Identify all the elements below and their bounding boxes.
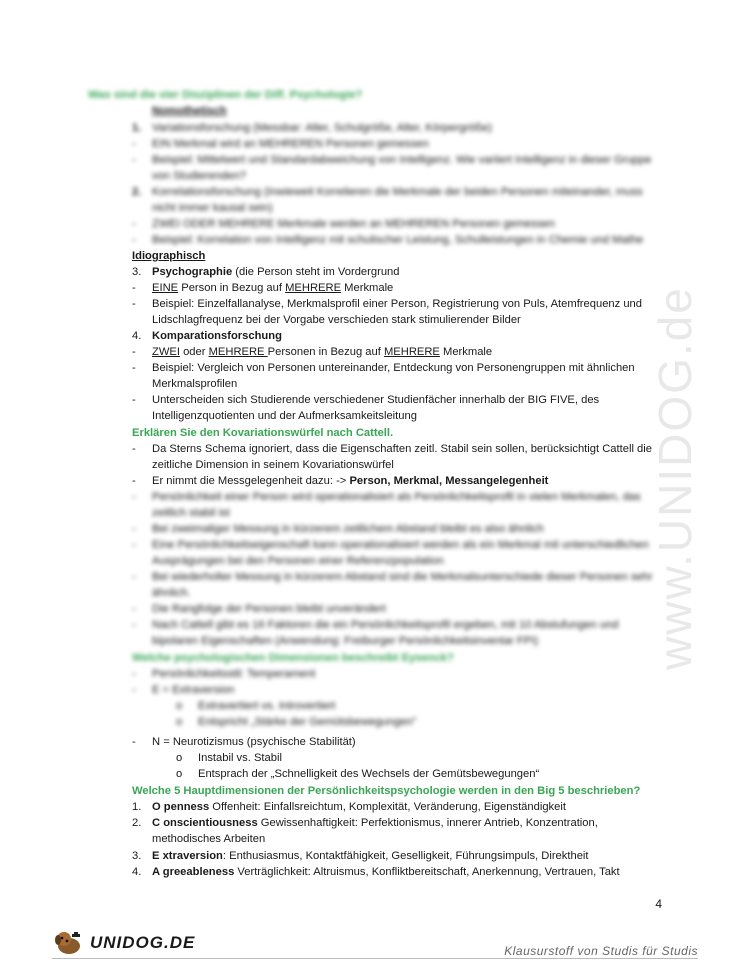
- big5-item-openness: [152, 799, 566, 815]
- list-item-cont: Intelligenzquotienten und der Aufmerksamkeitsleitung: [152, 410, 417, 422]
- list-item: EIN Merkmal wird an MEHREREN Personen gemessen: [152, 138, 429, 150]
- list-item-psychographie: [152, 264, 399, 280]
- bullet-dash: -: [132, 491, 136, 503]
- bullet-dash: -: [132, 619, 136, 631]
- term-desc: : Enthusiasmus, Kontaktfähigkeit, Geselligkeit, Führungsimpuls, Direktheit: [222, 850, 589, 862]
- text: oder: [179, 346, 209, 358]
- text: Person in Bezug auf: [178, 282, 286, 294]
- list-number: 4.: [132, 866, 142, 878]
- list-item: Beispiel: Mittelwert und Standardabweichung von Intelligenz. Wie variiert Intelligenz in dieser Gruppe: [152, 154, 652, 166]
- text: Er nimmt die Messgelegenheit dazu: ->: [152, 475, 350, 487]
- heading-nomothetisch: Nomothetisch: [152, 105, 227, 117]
- list-item: Bei zweimaliger Messung in kürzerem zeitlichem Abstand bleibt es also ähnlich: [152, 523, 544, 535]
- footer-slogan: Klausurstoff von Studis für Studis: [504, 944, 698, 958]
- list-number: 2.: [132, 817, 142, 829]
- bold-term: C onscientiousness: [152, 817, 258, 829]
- list-item: N = Neurotizismus (psychische Stabilität): [152, 736, 356, 748]
- big5-item-agreeableness: [152, 864, 620, 880]
- bullet-dash: -: [132, 603, 136, 615]
- list-number: 3.: [132, 850, 142, 862]
- underlined-term: MEHRERE: [383, 346, 440, 358]
- list-item: Persönlichkeitsstil: Temperament: [152, 668, 316, 680]
- term-bold: Psychographie: [152, 266, 233, 278]
- bullet-dash: -: [132, 218, 136, 230]
- list-item: [152, 473, 548, 489]
- list-item: Variationsforschung (Messbar: Alter, Schulgröße, Alter, Körpergröße): [152, 122, 492, 134]
- term-desc: Offenheit: Einfallsreichtum, Komplexität, Veränderung, Eigenständigkeit: [209, 801, 566, 813]
- big5-item-conscientiousness: [152, 815, 598, 831]
- list-item-cont: zeitlich stabil ist: [152, 507, 230, 519]
- term-desc: Verträglichkeit: Altruismus, Konfliktbereitschaft, Anerkennung, Vertrauen, Takt: [234, 866, 620, 878]
- list-item-cont: nicht immer kausal sein): [152, 202, 273, 214]
- sub-list-item: Extravertiert vs. Introvertiert: [198, 700, 336, 712]
- bullet-dash: -: [132, 394, 136, 406]
- bullet-dash: -: [132, 346, 136, 358]
- list-item-cont: bipolaren Eigenschaften (Anwendung: Freiburger Persönlichkeitsinventar FPI): [152, 635, 539, 647]
- text: Personen in Bezug auf: [267, 346, 384, 358]
- list-item: Beispiel: Korrelation von Intelligenz mit schulischer Leistung, Schulleistungen in Chemie und Mathe: [152, 234, 644, 246]
- underlined-term: MEHRERE: [285, 282, 342, 294]
- list-item: Die Rangfolge der Personen bleibt unverändert: [152, 603, 386, 615]
- list-item-cont: Lidschlagfrequenz bei der Vorgabe verschieden stark stimulierender Bilder: [152, 314, 521, 326]
- bullet-dash: -: [132, 154, 136, 166]
- list-item-cont: von Studierenden?: [152, 170, 246, 182]
- list-item: [152, 280, 393, 296]
- bullet-dash: -: [132, 362, 136, 374]
- bullet-dash: -: [132, 282, 136, 294]
- bullet-dash: -: [132, 684, 136, 696]
- list-number: 1.: [132, 122, 142, 134]
- bullet-circle: o: [176, 700, 183, 712]
- footer-divider: [52, 958, 698, 959]
- list-item-komparationsforschung: Komparationsforschung: [152, 330, 282, 342]
- underlined-term: ZWEI: [152, 346, 180, 358]
- list-item: Beispiel: Vergleich von Personen untereinander, Entdeckung von Personengruppen mit ähnlichen: [152, 362, 635, 374]
- bold-term: A greeableness: [152, 866, 235, 878]
- big5-item-extraversion: [152, 848, 589, 864]
- list-item-cont: ähnlich.: [152, 587, 191, 599]
- list-item: ZWEI ODER MEHRERE Merkmale werden an MEHREREN Personen gemessen: [152, 218, 555, 230]
- bold-term: E xtraversion: [152, 850, 223, 862]
- list-item-cont: zeitliche Dimension in seinem Kovariationswürfel: [152, 459, 394, 471]
- bullet-dash: -: [132, 138, 136, 150]
- list-number: 1.: [132, 801, 142, 813]
- bullet-dash: -: [132, 539, 136, 551]
- bold-term: O penness: [152, 801, 210, 813]
- question-big5: Welche 5 Hauptdimensionen der Persönlichkeitspsychologie werden in den Big 5 beschrieben?: [132, 785, 641, 797]
- text: Merkmale: [439, 346, 493, 358]
- footer-logo: [52, 930, 195, 956]
- bullet-dash: -: [132, 736, 136, 748]
- term-desc: Gewissenhaftigkeit: Perfektionismus, innerer Antrieb, Konzentration,: [257, 817, 598, 829]
- list-item: Nach Cattell gibt es 16 Faktoren die ein Persönlichkeitsprofil ergeben, mit 10 Abstufungen und: [152, 619, 619, 631]
- bullet-dash: -: [132, 298, 136, 310]
- sub-list-item: Entspricht „Stärke der Gemütsbewegungen": [198, 716, 417, 728]
- list-item: Beispiel: Einzelfallanalyse, Merkmalsprofil einer Person, Registrierung von Puls, Atemfrequenz und: [152, 298, 643, 310]
- list-number: 4.: [132, 330, 142, 342]
- bullet-circle: o: [176, 752, 183, 764]
- bullet-dash: -: [132, 234, 136, 246]
- sub-list-item: Entsprach der „Schnelligkeit des Wechsels der Gemütsbewegungen“: [198, 768, 540, 780]
- list-item: Bei wiederholter Messung in kürzerem Abstand sind die Merkmalsunterschiede dieser Personen sehr: [152, 571, 653, 583]
- list-item-cont: Ausprägungen bei den Personen einer Referenzpopulation: [152, 555, 444, 567]
- list-item: [152, 344, 492, 360]
- heading-idiographisch: Idiographisch: [132, 250, 206, 262]
- list-number: 2.: [132, 186, 142, 198]
- dog-mascot-icon: [52, 930, 86, 956]
- question-cattell: Erklären Sie den Kovariationswürfel nach Cattell.: [132, 427, 394, 439]
- list-item: Da Sterns Schema ignoriert, dass die Eigenschaften zeitl. Stabil sein sollen, berücksichtigt Cattell die: [152, 443, 652, 455]
- bullet-dash: -: [132, 668, 136, 680]
- bullet-dash: -: [132, 571, 136, 583]
- bullet-circle: o: [176, 716, 183, 728]
- underlined-term: MEHRERE: [208, 346, 268, 358]
- sub-list-item: Instabil vs. Stabil: [198, 752, 282, 764]
- list-item: Eine Persönlichkeitseigenschaft kann operationalisiert werden als ein Merkmal mit unterschiedlichen: [152, 539, 649, 551]
- page-number: 4: [655, 897, 662, 911]
- list-item: Persönlichkeit einer Person wird operationalisiert als Persönlichkeitsprofil in vielen Merkmalen, das: [152, 491, 641, 503]
- bold-term: Person, Merkmal, Messangelegenheit: [349, 475, 549, 487]
- list-item-cont: methodisches Arbeiten: [152, 833, 266, 845]
- brand-name: UNIDOG.DE: [90, 933, 196, 952]
- text: Merkmale: [341, 282, 394, 294]
- term-desc: (die Person steht im Vordergrund: [232, 266, 400, 278]
- list-item: E = Extraversion: [152, 684, 235, 696]
- list-item: Unterscheiden sich Studierende verschiedener Studienfächer innerhalb der BIG FIVE, des: [152, 394, 600, 406]
- bullet-circle: o: [176, 768, 183, 780]
- question-disciplines: Was sind die vier Disziplinen der Diff. Psychologie?: [88, 89, 363, 101]
- question-eysenck: Welche psychologischen Dimensionen beschreibt Eysenck?: [132, 652, 454, 664]
- list-number: 3.: [132, 266, 142, 278]
- list-item-cont: Merkmalsprofilen: [152, 378, 238, 390]
- bullet-dash: -: [132, 443, 136, 455]
- list-item: Korrelationsforschung (Inwieweit Korrelieren die Merkmale der beiden Personen miteinander, muss: [152, 186, 643, 198]
- watermark: www.UNIDOG.de: [649, 286, 701, 670]
- bullet-dash: -: [132, 523, 136, 535]
- bullet-dash: -: [132, 475, 136, 487]
- underlined-term: EINE: [152, 282, 179, 294]
